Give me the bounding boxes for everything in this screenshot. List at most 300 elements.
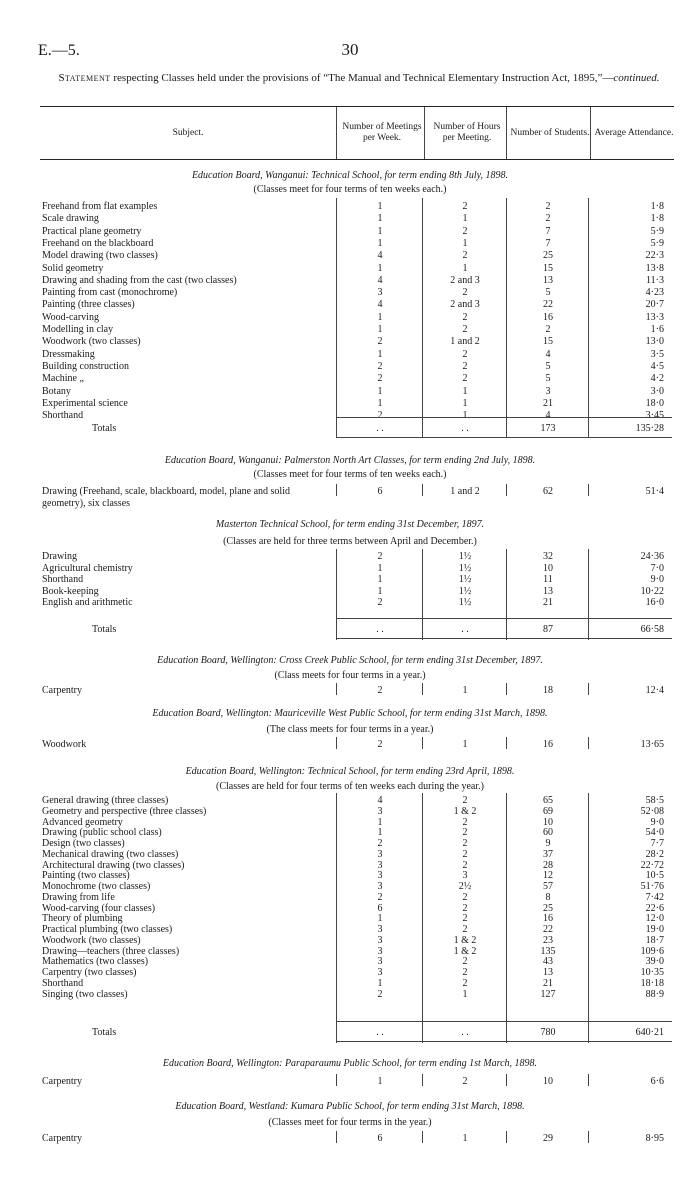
row-subject: Woodwork [42,739,87,750]
row-students: 37 [543,848,553,860]
column-rule [506,484,507,496]
row-students: 10 [543,816,553,828]
row-students: 5 [545,360,551,372]
totals-underline [336,638,672,639]
row-hours: 2 [462,360,468,372]
row-subject: General drawing (three classes) [42,795,169,806]
row-attendance: 18·7 [645,934,664,946]
table-row [0,361,700,373]
col-attendance: Average Attendance. [594,127,674,138]
row-students: 57 [543,881,553,892]
col-students: Number of Students. [510,127,590,138]
row-attendance: 109·6 [640,945,664,957]
table-row [0,486,700,509]
row-meetings: 1 [377,213,383,225]
statement-heading [44,72,674,85]
totals-underline [336,437,672,438]
row-students: 4 [545,348,551,360]
totals-students: 87 [543,624,553,635]
row-attendance: 22·3 [645,250,664,262]
row-students: 12 [543,870,553,882]
column-rule [336,1074,337,1086]
row-attendance: 11·3 [646,274,664,286]
row-hours: 2 [462,891,468,903]
row-meetings: 2 [377,739,383,750]
row-students: 16 [543,913,553,925]
row-subject: Drawing and shading from the cast (two classes) [42,274,237,286]
row-attendance: 51·76 [640,881,664,892]
table-row [0,551,700,563]
row-subject: Shorthand [42,977,84,989]
row-attendance: 7·0 [650,562,664,574]
row-meetings: 2 [377,988,383,1000]
row-attendance: 10·5 [645,870,664,882]
row-subject: Wood-carving (four classes) [42,902,156,914]
table-row [0,226,700,238]
totals-row [0,624,700,636]
row-students: 21 [543,977,553,989]
statement-lead: Statement [58,72,111,84]
row-subject: Drawing [42,551,77,562]
row-hours: 1 & 2 [453,934,477,946]
row-meetings: 1 [377,913,383,925]
table-row [0,685,700,697]
section-note: (Classes meet for four terms of ten weeks each.) [253,184,447,195]
totals-attendance: 640·21 [635,1027,664,1038]
table-row [0,1076,700,1088]
row-students: 13 [543,274,553,286]
row-hours: 2 [462,816,468,828]
row-attendance: 13·65 [640,739,664,750]
column-rule [336,683,337,695]
totals-row [0,1027,700,1039]
row-meetings: 1 [377,225,383,237]
row-attendance: 19·0 [645,924,664,935]
page-number: 30 [341,40,359,59]
row-attendance: 28·2 [645,848,664,860]
row-subject: Design (two classes) [42,838,125,849]
table-row [0,312,700,324]
row-hours: 2 and 3 [450,299,480,311]
section-title: Education Board, Wellington: Technical School, for term ending 23rd April, 1898. [185,766,515,777]
table-row [0,287,700,299]
section-note: (Class meets for four terms in a year.) [274,670,426,681]
row-students: 135 [540,945,556,957]
row-meetings: 3 [377,805,383,817]
column-rule [588,1074,589,1086]
column-rule [506,793,507,1043]
row-attendance: 10·22 [640,585,664,597]
row-hours: 1 [462,262,468,274]
row-meetings: 2 [377,551,383,562]
row-meetings: 2 [377,597,383,609]
totals-rule [336,1021,672,1022]
row-subject: Solid geometry [42,262,104,274]
row-subject: Mathematics (two classes) [42,956,149,968]
section-title: Education Board, Westland: Kumara Public School, for term ending 31st March, 1898. [175,1101,525,1112]
row-students: 4 [545,410,551,422]
row-attendance: 88·9 [645,988,664,1000]
row-attendance: 8·95 [645,1133,664,1144]
totals-label: Totals [92,624,117,635]
row-students: 8 [545,891,551,903]
section-title: Education Board, Wanganui: Palmerston North Art Classes, for term ending 2nd July, 1898. [164,455,536,466]
table-row [0,586,700,598]
row-meetings: 1 [377,574,383,586]
row-meetings: 2 [377,410,383,422]
row-subject: Mechanical drawing (two classes) [42,848,179,860]
row-attendance: 54·0 [645,827,664,839]
row-students: 9 [545,838,551,849]
row-attendance: 51·4 [645,486,664,497]
row-subject: Wood-carving [42,311,99,323]
row-meetings: 3 [377,945,383,957]
row-attendance: 16·0 [645,597,664,609]
row-meetings: 4 [377,795,383,806]
column-rule [588,198,589,437]
column-rule [506,737,507,749]
col-subject: Subject. [172,127,204,138]
table-row [0,574,700,586]
table-row [0,275,700,287]
row-meetings: 6 [377,1133,383,1144]
row-students: 22 [543,299,553,311]
row-attendance: 13·8 [645,262,664,274]
column-rule [588,1131,589,1143]
row-attendance: 1·8 [650,201,664,212]
row-hours: 2 [462,967,468,978]
column-rule [336,484,337,496]
row-students: 2 [545,213,551,225]
row-students: 22 [543,924,553,935]
row-attendance: 3·0 [650,385,664,397]
column-rule [422,1074,423,1086]
row-hours: 1 [462,385,468,397]
row-meetings: 2 [377,336,383,348]
row-hours: 1 & 2 [453,945,477,957]
row-attendance: 4·23 [645,287,664,299]
row-meetings: 3 [377,848,383,860]
row-hours: 1 [462,685,468,696]
row-students: 21 [543,597,553,609]
totals-attendance: 66·58 [640,624,664,635]
row-attendance: 3·45 [645,410,664,422]
row-students: 15 [543,336,553,348]
table-row [0,213,700,225]
column-rule [336,737,337,749]
row-students: 28 [543,859,553,871]
statement-continued: continued. [613,72,660,84]
column-rule [588,484,589,496]
table-row [0,386,700,398]
column-rule [422,198,423,437]
row-subject: Woodwork (two classes) [42,934,141,946]
row-hours: 2 [462,201,468,212]
row-subject: Carpentry [42,1076,82,1087]
row-students: 7 [545,225,551,237]
row-students: 18 [543,685,553,696]
row-subject: Carpentry (two classes) [42,967,137,978]
row-meetings: 6 [377,902,383,914]
row-hours: 3 [462,870,468,882]
row-hours: 1½ [458,597,472,609]
section-note: (The class meets for four terms in a year.) [266,724,434,735]
row-subject: Drawing—teachers (three classes) [42,945,180,957]
row-attendance: 1·8 [650,213,664,225]
section-title: Education Board, Wellington: Cross Creek Public School, for term ending 31st December, 1897. [157,655,543,666]
table-row [0,989,700,1001]
totals-row [0,423,700,435]
row-students: 25 [543,250,553,262]
row-subject: Woodwork (two classes) [42,336,141,348]
row-meetings: 2 [377,891,383,903]
totals-dots: . . [461,624,469,635]
row-students: 10 [543,562,553,574]
row-attendance: 7·7 [650,838,664,849]
section-title: Education Board, Wanganui: Technical School, for term ending 8th July, 1898. [191,170,509,181]
section-title: Masterton Technical School, for term ending 31st December, 1897. [215,519,485,530]
row-hours: 2 [462,902,468,914]
row-attendance: 9·0 [650,574,664,586]
row-hours: 2 [462,311,468,323]
row-attendance: 39·0 [645,956,664,968]
row-attendance: 12·4 [645,685,664,696]
table-row [0,1133,700,1145]
row-subject: Practical plane geometry [42,225,142,237]
row-hours: 2 [462,795,468,806]
section-title: Education Board, Wellington: Paraparaumu Public School, for term ending 1st March, 1898. [162,1058,538,1069]
row-attendance: 10·35 [640,967,664,978]
row-attendance: 18·0 [645,397,664,409]
row-meetings: 4 [377,299,383,311]
row-students: 16 [543,311,553,323]
column-rule [422,737,423,749]
row-students: 16 [543,739,553,750]
totals-underline [336,1041,672,1042]
totals-dots: . . [376,1027,384,1038]
section-note: (Classes are held for three terms between April and December.) [223,536,477,547]
row-subject: English and arithmetic [42,597,133,609]
row-meetings: 1 [377,262,383,274]
page-ref: E.—5. [38,42,80,59]
row-meetings: 1 [377,385,383,397]
row-attendance: 7·42 [645,891,664,903]
row-subject: Drawing (public school class) [42,827,162,839]
row-meetings: 3 [377,956,383,968]
row-subject: Freehand from flat examples [42,201,158,212]
row-subject: Painting from cast (monochrome) [42,287,178,299]
row-meetings: 1 [377,311,383,323]
row-students: 127 [540,988,556,1000]
totals-dots: . . [376,423,384,434]
row-hours: 2 [462,956,468,968]
row-hours: 1 [462,739,468,750]
row-subject: Scale drawing [42,213,99,225]
row-subject: Painting (two classes) [42,870,130,882]
row-students: 3 [545,385,551,397]
table-row [0,299,700,311]
row-subject: Shorthand [42,410,84,422]
row-meetings: 6 [377,486,383,497]
table-row [0,349,700,361]
row-students: 13 [543,585,553,597]
row-hours: 2 [462,348,468,360]
row-attendance: 13·0 [645,336,664,348]
row-meetings: 3 [377,934,383,946]
row-hours: 1 [462,410,468,422]
row-meetings: 3 [377,859,383,871]
row-students: 13 [543,967,553,978]
column-rule [422,683,423,695]
totals-label: Totals [92,1027,117,1038]
row-attendance: 58·5 [645,795,664,806]
table-row [0,739,700,751]
row-students: 62 [543,486,553,497]
row-meetings: 2 [377,685,383,696]
row-attendance: 4·2 [650,373,664,385]
row-subject: Experimental science [42,397,128,409]
column-rule [588,737,589,749]
row-students: 65 [543,795,553,806]
column-rule [336,198,337,437]
row-meetings: 1 [377,585,383,597]
row-hours: 2 [462,859,468,871]
col-meetings: Number of Meetings per Week. [342,122,422,143]
row-hours: 1½ [458,551,472,562]
row-students: 5 [545,287,551,299]
row-hours: 2 and 3 [450,274,480,286]
row-students: 29 [543,1133,553,1144]
row-hours: 1 [462,1133,468,1144]
row-attendance: 52·08 [640,805,664,817]
row-attendance: 20·7 [645,299,664,311]
row-hours: 2 [462,913,468,925]
row-students: 10 [543,1076,553,1087]
row-attendance: 13·3 [645,311,664,323]
row-subject: Freehand on the blackboard [42,237,154,249]
row-meetings: 3 [377,287,383,299]
row-attendance: 3·5 [650,348,664,360]
row-hours: 1½ [458,574,472,586]
totals-students: 173 [540,423,556,434]
row-meetings: 4 [377,250,383,262]
table-row [0,373,700,385]
totals-attendance: 135·28 [635,423,664,434]
row-subject: Model drawing (two classes) [42,250,158,262]
row-subject: Singing (two classes) [42,988,128,1000]
column-rule [588,683,589,695]
row-hours: 1 and 2 [450,486,480,497]
row-hours: 1 [462,237,468,249]
row-subject: Botany [42,385,71,397]
section-note: (Classes meet for four terms in the year.) [268,1117,432,1128]
row-hours: 2 [462,838,468,849]
row-hours: 1 [462,213,468,225]
row-hours: 1 [462,397,468,409]
section-note: (Classes meet for four terms of ten weeks each.) [253,469,447,480]
column-rule [506,1074,507,1086]
totals-dots: . . [461,1027,469,1038]
row-students: 5 [545,373,551,385]
row-attendance: 4·5 [650,360,664,372]
row-students: 7 [545,237,551,249]
table-row [0,563,700,575]
row-subject: Carpentry [42,685,82,696]
row-subject: Building construction [42,360,129,372]
row-subject: Geometry and perspective (three classes) [42,805,207,817]
row-students: 2 [545,201,551,212]
totals-rule [336,417,672,418]
row-hours: 2 [462,287,468,299]
row-subject: Architectural drawing (two classes) [42,859,185,871]
row-students: 60 [543,827,553,839]
row-students: 21 [543,397,553,409]
row-students: 23 [543,934,553,946]
totals-students: 780 [540,1027,556,1038]
row-hours: 2 [462,827,468,839]
table-row [0,238,700,250]
row-attendance: 9·0 [650,816,664,828]
row-subject: Modelling in clay [42,324,114,335]
row-subject: Shorthand [42,574,84,586]
row-meetings: 1 [377,397,383,409]
row-meetings: 3 [377,881,383,892]
row-students: 15 [543,262,553,274]
row-hours: 1½ [458,562,472,574]
row-attendance: 5·9 [650,237,664,249]
totals-dots: . . [461,423,469,434]
column-rule [336,793,337,1043]
row-subject: Practical plumbing (two classes) [42,924,173,935]
row-hours: 1 & 2 [453,805,477,817]
row-students: 25 [543,902,553,914]
row-meetings: 1 [377,324,383,335]
row-meetings: 1 [377,201,383,212]
row-subject: Machine „ [42,373,84,385]
row-hours: 2 [462,1076,468,1087]
column-rule [422,1131,423,1143]
column-rule [588,793,589,1043]
row-attendance: 22·6 [645,902,664,914]
row-hours: 2 [462,924,468,935]
row-subject: Carpentry [42,1133,82,1144]
row-hours: 2½ [458,881,472,892]
table-row [0,263,700,275]
row-subject: Monochrome (two classes) [42,881,151,892]
column-rule [506,198,507,437]
col-hours: Number of Hours per Meeting. [433,122,501,143]
row-attendance: 12·0 [645,913,664,925]
row-meetings: 1 [377,816,383,828]
row-attendance: 24·36 [640,551,664,562]
row-meetings: 1 [377,827,383,839]
row-meetings: 2 [377,373,383,385]
row-subject: Book-keeping [42,585,99,597]
row-attendance: 5·9 [650,225,664,237]
row-subject: Agricultural chemistry [42,562,133,574]
row-meetings: 1 [377,348,383,360]
row-students: 32 [543,551,553,562]
row-meetings: 1 [377,1076,383,1087]
row-subject: Dressmaking [42,348,95,360]
row-attendance: 22·72 [640,859,664,871]
row-students: 11 [543,574,553,586]
column-rule [506,1131,507,1143]
table-row [0,597,700,609]
row-meetings: 4 [377,274,383,286]
table-row [0,201,700,213]
section-note: (Classes are held for four terms of ten weeks each during the year.) [216,781,484,792]
